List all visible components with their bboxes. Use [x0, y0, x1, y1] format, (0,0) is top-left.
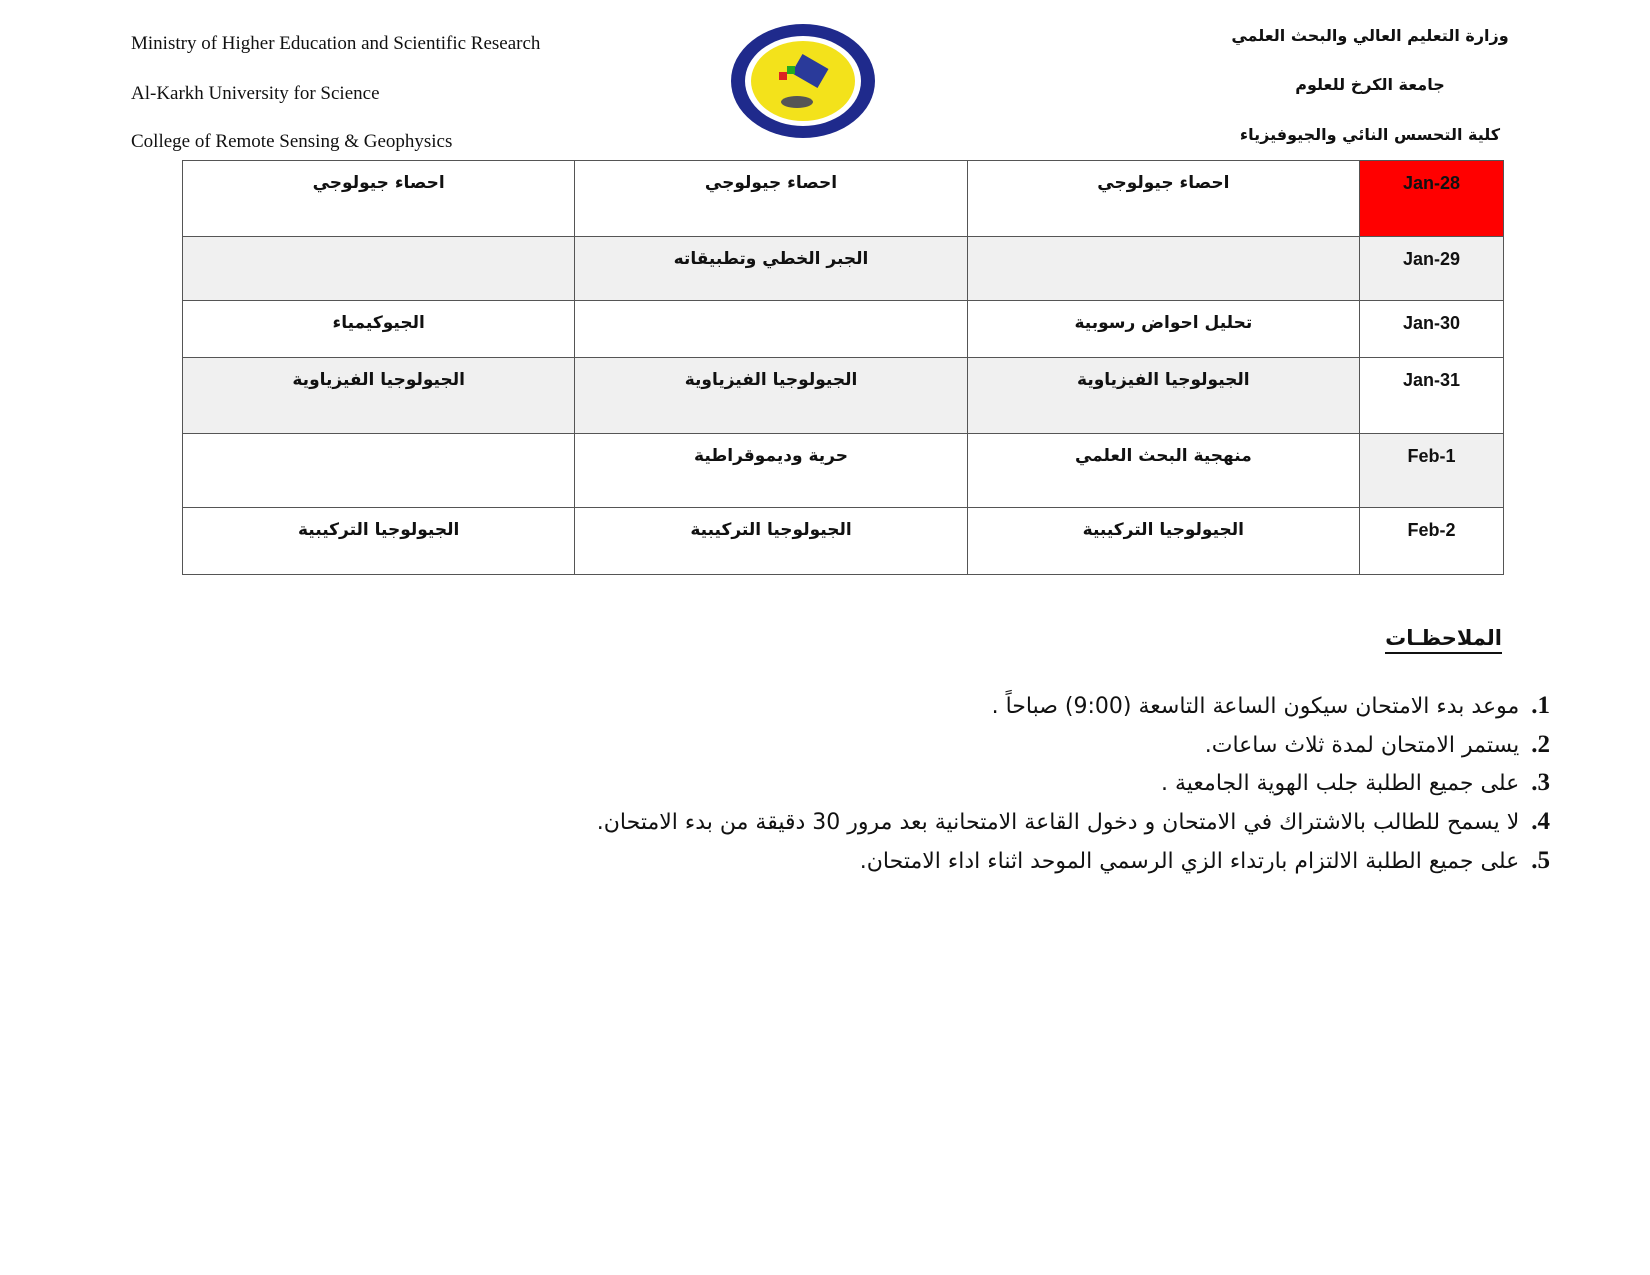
note-text: لا يسمح للطالب بالاشتراك في الامتحان و دخول القاعة الامتحانية بعد مرور 30 دقيقة من بدء الامتحان.: [596, 810, 1520, 836]
notes-list: [597, 687, 1550, 880]
exam-cell: منهجية البحث العلمي: [967, 434, 1359, 508]
table-row: [183, 434, 1504, 508]
ministry-ar: وزارة التعليم العالي والبحث العلمي: [1231, 26, 1509, 45]
exam-cell: احصاء جيولوجي: [183, 161, 575, 237]
note-text: على جميع الطلبة الالتزام بارتداء الزي الرسمي الموحد اثناء اداء الامتحان.: [859, 848, 1520, 874]
table-row: [183, 358, 1504, 434]
exam-cell: الجيولوجيا التركيبية: [967, 508, 1359, 575]
note-text: على جميع الطلبة جلب الهوية الجامعية .: [1161, 771, 1520, 797]
date-cell: 2-Feb: [1360, 508, 1504, 575]
exam-cell: تحليل احواض رسوبية: [967, 301, 1359, 358]
exam-cell: [183, 237, 575, 301]
note-text: موعد بدء الامتحان سيكون الساعة التاسعة (9:00) صباحاً .: [991, 694, 1520, 719]
exam-schedule-table: [182, 160, 1504, 575]
college-logo: [729, 22, 877, 140]
note-number: 5.: [1531, 846, 1550, 874]
university-ar: جامعة الكرخ للعلوم: [1295, 75, 1445, 94]
table-row: [183, 237, 1504, 301]
exam-cell: [183, 434, 575, 508]
college-en: College of Remote Sensing & Geophysics: [131, 131, 453, 152]
exam-cell: احصاء جيولوجي: [575, 161, 967, 237]
note-item: [597, 764, 1550, 803]
exam-cell: احصاء جيولوجي: [967, 161, 1359, 237]
date-cell: 28-Jan: [1360, 161, 1504, 237]
note-number: 2.: [1531, 730, 1550, 758]
date-cell: 1-Feb: [1360, 434, 1504, 508]
note-number: 4.: [1531, 808, 1550, 836]
note-item: [597, 842, 1550, 881]
note-text: يستمر الامتحان لمدة ثلاث ساعات.: [1204, 732, 1520, 758]
date-cell: 31-Jan: [1360, 358, 1504, 434]
college-ar: كلية التحسس النائي والجيوفيزياء: [1239, 125, 1501, 144]
exam-cell: الجبر الخطي وتطبيقاته: [575, 237, 967, 301]
exam-cell: [967, 237, 1359, 301]
notes-title: الملاحظـات: [1385, 626, 1502, 654]
exam-cell: الجيولوجيا التركيبية: [575, 508, 967, 575]
note-item: [597, 803, 1550, 842]
note-number: 3.: [1531, 769, 1550, 797]
exam-cell: الجيولوجيا الفيزياوية: [183, 358, 575, 434]
date-cell: 30-Jan: [1360, 301, 1504, 358]
exam-cell: حرية وديموقراطية: [575, 434, 967, 508]
exam-cell: الجيوكيمياء: [183, 301, 575, 358]
table-row: [183, 161, 1504, 237]
table-row: [183, 301, 1504, 358]
ministry-en: Ministry of Higher Education and Scientific Research: [131, 33, 541, 54]
note-number: 1.: [1531, 692, 1550, 719]
table-row: [183, 508, 1504, 575]
note-item: [597, 726, 1550, 765]
exam-cell: [575, 301, 967, 358]
exam-cell: الجيولوجيا الفيزياوية: [967, 358, 1359, 434]
date-cell: 29-Jan: [1360, 237, 1504, 301]
exam-cell: الجيولوجيا الفيزياوية: [575, 358, 967, 434]
note-item: [597, 687, 1550, 726]
exam-cell: الجيولوجيا التركيبية: [183, 508, 575, 575]
university-en: Al-Karkh University for Science: [131, 83, 380, 104]
